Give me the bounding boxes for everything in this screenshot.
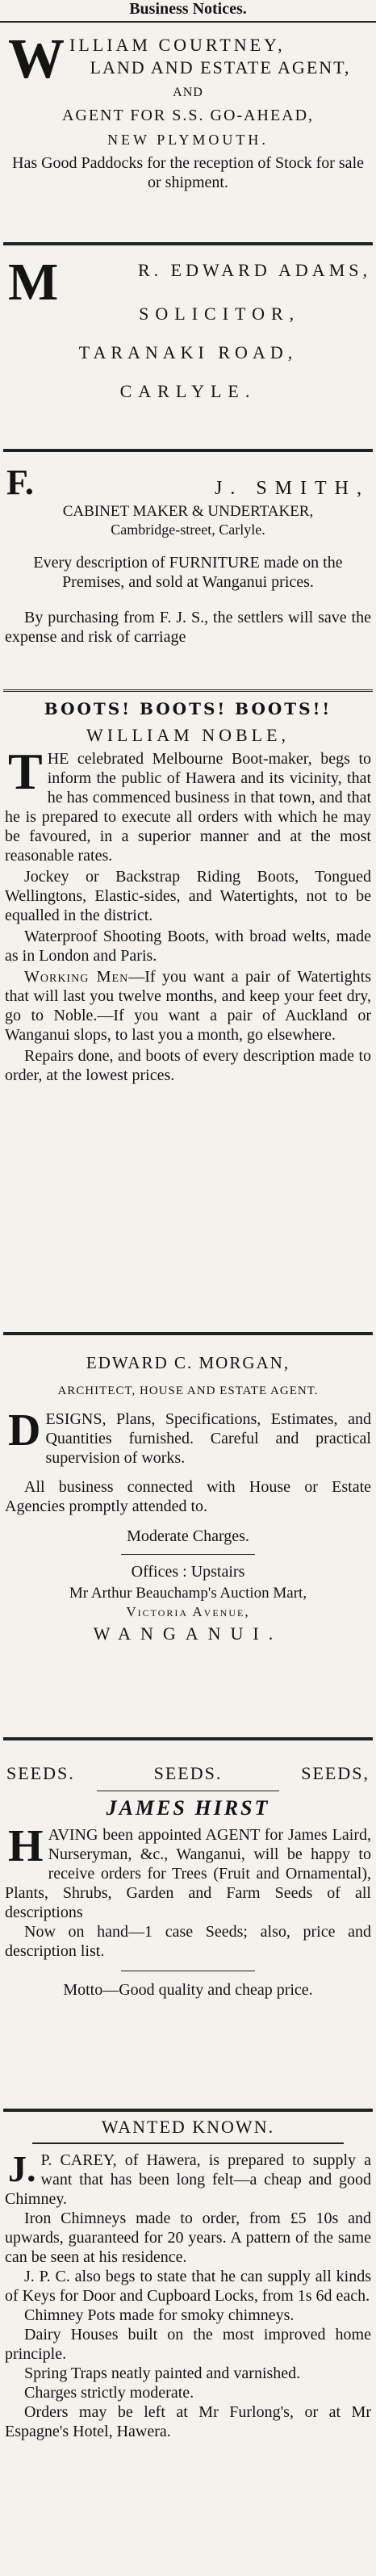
carey-p8: Orders may be left at Mr Furlong's, or at Mr Espagne's Hotel, Hawera. <box>5 2403 371 2440</box>
noble-p4-lead: Working Men <box>24 968 129 986</box>
noble-p3: Waterproof Shooting Boots, with broad welts, made as in London and Paris. <box>5 928 371 965</box>
noble-name: WILLIAM NOBLE, <box>86 725 290 745</box>
hirst-ad <box>0 1740 376 2109</box>
smith-ad <box>0 452 376 689</box>
carey-p7: Charges strictly moderate. <box>24 2384 194 2402</box>
section-header: Business Notices. <box>0 0 376 23</box>
short-divider <box>32 2142 344 2144</box>
morgan-town: WANGANUI. <box>93 1623 283 1644</box>
adams-ad <box>0 245 376 449</box>
hirst-seeds-3: SEEDS, <box>301 1763 370 1783</box>
carey-p5: Dairy Houses built on the most improved home principle. <box>5 2326 371 2363</box>
carey-p2: Iron Chimneys made to order, from £5 10s and upwards, guaranteed for 20 years. A pattern of the same can be seen at his residence. <box>5 2209 371 2266</box>
morgan-offices: Offices : Upstairs <box>131 1563 245 1581</box>
noble-p4: —If you want a pair of Watertights that will last you twelve months, and keep your feet dry, go to Noble.—If you want a pair of Auckland or Wanganui slops, to last you a month, go elsewhere. <box>5 968 371 1044</box>
hirst-name: JAMES HIRST <box>106 1796 270 1820</box>
morgan-p1-wrap <box>0 1405 376 1468</box>
carey-p4: Chimney Pots made for smoky chimneys. <box>24 2306 295 2324</box>
smith-trade: CABINET MAKER & UNDERTAKER, <box>62 503 314 520</box>
smith-name: J. SMITH, <box>214 478 370 499</box>
adams-line3: TARANAKI ROAD, <box>78 342 298 362</box>
courtney-line4: AGENT FOR S.S. GO-AHEAD, <box>61 107 315 124</box>
adams-line1: R. EDWARD ADAMS, <box>137 260 371 280</box>
hirst-drop-initial: H <box>8 1821 44 1871</box>
noble-p4-wrap <box>0 967 376 1045</box>
morgan-p1: ESIGNS, Plans, Specifications, Estimates, and Quantities furnished. Careful and practical supervision of works. <box>45 1410 371 1467</box>
hirst-motto: Motto—Good quality and cheap price. <box>63 1981 313 1999</box>
carey-heading: WANTED KNOWN. <box>101 2117 275 2137</box>
carey-p3: J. P. C. also begs to state that he can supply all kinds of Keys for Door and Cupboard Locks, from 1s 6d each. <box>5 2268 371 2305</box>
morgan-charges: Moderate Charges. <box>127 1527 249 1545</box>
smith-p1: Every description of FURNITURE made on the Premises, and sold at Wanganui prices. <box>33 554 343 591</box>
courtney-line2: LAND AND ESTATE AGENT, <box>90 57 351 77</box>
noble-p1: HE celebrated Melbourne Boot-maker, begs to inform the public of Hawera and its vicinity, that he has commenced business in that town, and that he is prepared to execute all orders with which he may be favoured, in a superior manner and at the most reasonable rates. <box>5 750 371 865</box>
hirst-p1: AVING been appointed AGENT for James Laird, Nurseryman, &c., Wanganui, will be happy to receive orders for Trees (Fruit and Ornamental), Plants, Shrubs, Garden and Farm Seeds of all descriptions <box>5 1826 371 1921</box>
carey-drop-initial: J. <box>8 2148 36 2189</box>
hirst-seeds-row <box>0 1763 376 1784</box>
carey-p1-wrap <box>0 2148 376 2209</box>
carey-p6: Spring Traps neatly painted and varnished. <box>24 2364 301 2382</box>
noble-p2: Jockey or Backstrap Riding Boots, Tongued Wellingtons, Elastic-sides, and Watertights, not to be equalled in the district. <box>5 868 371 924</box>
adams-line2: SOLICITOR, <box>139 304 301 324</box>
morgan-address1: Mr Arthur Beauchamp's Auction Mart, <box>69 1585 307 1602</box>
courtney-drop-initial: W <box>8 28 65 90</box>
courtney-and: AND <box>173 86 203 99</box>
noble-p1-wrap <box>0 743 376 865</box>
hirst-p2: Now on hand—1 case Seeds; also, price and description list. <box>5 1923 371 1960</box>
morgan-title: ARCHITECT, HOUSE AND ESTATE AGENT. <box>57 1384 319 1397</box>
morgan-ad <box>0 1335 376 1737</box>
adams-drop-initial: M <box>8 253 59 312</box>
morgan-p2: All business connected with House or Estate Agencies promptly attended to. <box>5 1478 371 1515</box>
courtney-text: Has Good Paddocks for the reception of Stock for sale or shipment. <box>12 154 364 191</box>
courtney-name: ILLIAM COURTNEY, <box>69 35 286 55</box>
noble-p5: Repairs done, and boots of every description made to order, at the lowest prices. <box>5 1047 371 1084</box>
smith-p2: By purchasing from F. J. S., the settlers will save the expense and risk of carriage <box>5 609 371 646</box>
carey-ad <box>0 2112 376 2576</box>
carey-p1: P. CAREY, of Hawera, is prepared to supply a want that has been long felt—a cheap and good Chimney. <box>5 2151 371 2208</box>
smith-initial: F. <box>6 463 34 502</box>
smith-address: Cambridge-street, Carlyle. <box>111 521 265 538</box>
noble-ad <box>0 694 376 1332</box>
hirst-p1-wrap <box>0 1821 376 1922</box>
morgan-name: EDWARD C. MORGAN, <box>86 1353 290 1372</box>
courtney-ad <box>0 23 376 242</box>
morgan-address2: Victoria Avenue, <box>126 1604 250 1619</box>
hirst-seeds-1: SEEDS. <box>6 1763 75 1783</box>
adams-line4: CARLYLE. <box>119 381 257 401</box>
noble-banner: BOOTS! BOOTS! BOOTS!! <box>44 699 332 718</box>
courtney-place: NEW PLYMOUTH. <box>107 132 269 148</box>
hirst-seeds-2: SEEDS. <box>153 1763 223 1783</box>
short-divider <box>121 1554 255 1555</box>
morgan-drop-initial: D <box>8 1405 41 1456</box>
noble-drop-initial: T <box>8 743 43 800</box>
